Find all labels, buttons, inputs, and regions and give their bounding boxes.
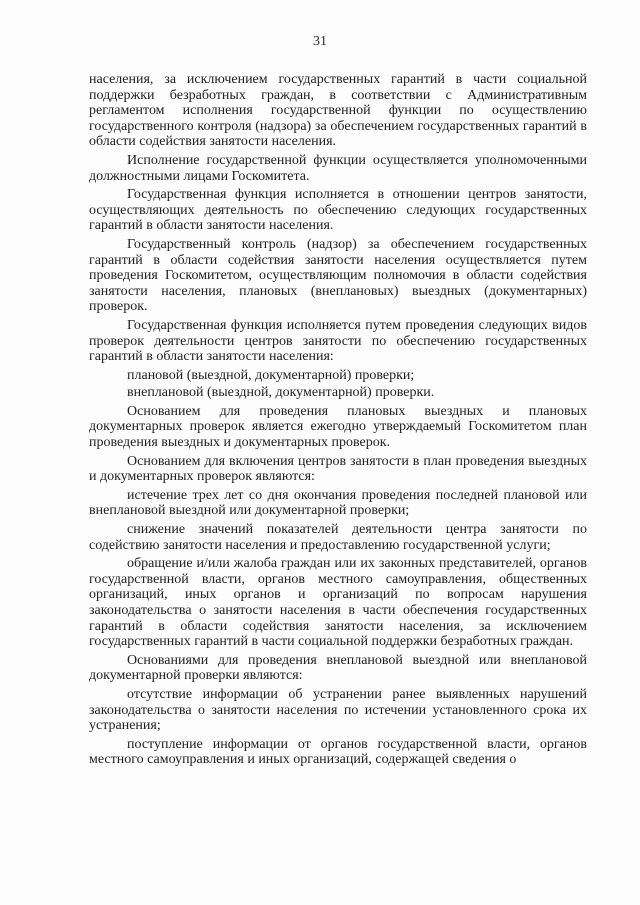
list-item: истечение трех лет со дня окончания проведения последней плановой или внеплановой выездной или документарной проверки; (89, 487, 587, 519)
list-item: поступление информации от органов государственной власти, органов местного самоуправления и иных организаций, содержащей сведения о (89, 736, 587, 768)
paragraph: Основанием для проведения плановых выездных и плановых документарных проверок является ежегодно утверждаемый Госкомитетом план проведения выездных и документарных проверок. (89, 403, 587, 451)
paragraph: Основаниями для проведения внеплановой выездной или внеплановой документарной проверки являются: (89, 652, 587, 684)
paragraph: Государственная функция исполняется путем проведения следующих видов проверок деятельности центров занятости по обеспечению государственных гарантий в области занятости населения: (89, 317, 587, 365)
list-item: плановой (выездной, документарной) проверки; (127, 367, 415, 383)
paragraph: населения, за исключением государственных гарантий в части социальной поддержки безработных граждан, в соответствии с Административным регламентом исполнения государственной функции по осуществлению государственного контроля (надзора) за обеспечением государственных гарантий в области содействия занятости населения. (89, 72, 587, 150)
page-number: 31 (313, 34, 327, 49)
paragraph: Исполнение государственной функции осуществляется уполномоченными должностными лицами Госкомитета. (89, 152, 587, 184)
paragraph: Государственная функция исполняется в отношении центров занятости, осуществляющих деятельность по обеспечению следующих государственных гарантий в области занятости населения. (89, 187, 587, 234)
paragraph: Государственный контроль (надзор) за обеспечением государственных гарантий в области содействия занятости населения осуществляется путем проведения Госкомитетом, осуществляющим полномочия в области содействия занятости населения, плановых (внеплановых) выездных (документарных) проверок. (89, 236, 587, 315)
paragraph: Основанием для включения центров занятости в план проведения выездных и документарных проверок являются: (89, 453, 587, 485)
body-text (89, 72, 587, 771)
list-item: обращение и/или жалоба граждан или их законных представителей, органов государственной власти, органов местного самоуправления, общественных организаций, иных органов и организаций по вопросам нарушения законодательства о занятости населения в части обеспечения государственных гарантий в области содействия занятости населения, за исключением государственных гарантий в части социальной поддержки безработных граждан. (89, 556, 587, 650)
list-item: внеплановой (выездной, документарной) проверки. (127, 385, 435, 401)
list-item: снижение значений показателей деятельности центра занятости по содействию занятости населения и предоставлению государственной услуги; (89, 522, 587, 553)
list-item: отсутствие информации об устранении ранее выявленных нарушений законодательства о занятости населения по истечении установленного срока их устранения; (89, 686, 587, 734)
